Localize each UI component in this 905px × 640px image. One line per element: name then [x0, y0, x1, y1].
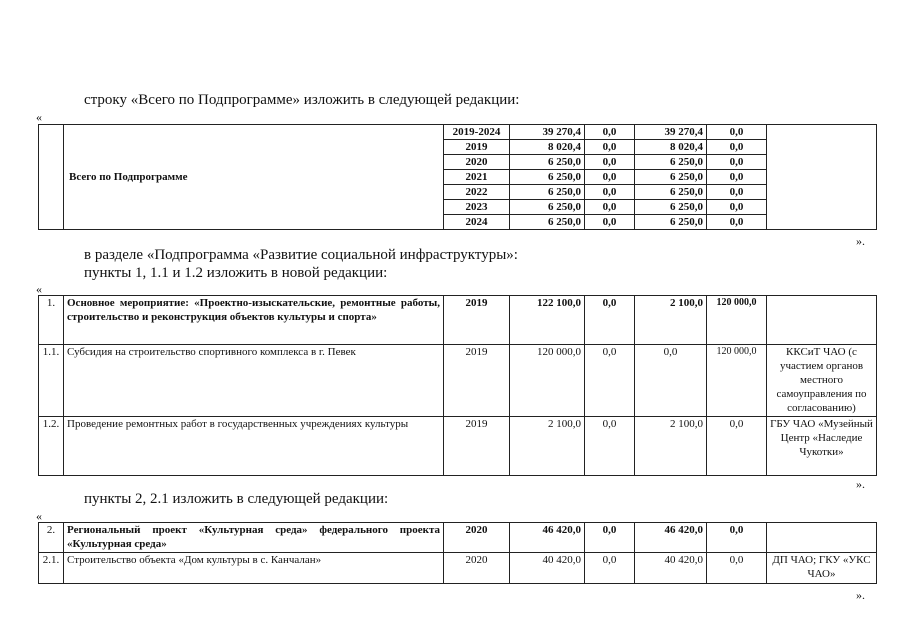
regional-cell: 6 250,0 [635, 215, 707, 230]
executor-cell [767, 125, 877, 230]
open-quote-1: « [36, 110, 42, 124]
other-cell: 0,0 [707, 215, 767, 230]
federal-cell: 0,0 [585, 296, 635, 345]
row-number: 1. [39, 296, 64, 345]
other-cell: 0,0 [707, 185, 767, 200]
other-cell: 0,0 [707, 155, 767, 170]
close-quote-2: ». [856, 477, 865, 491]
total-cell: 8 020,4 [510, 140, 585, 155]
regional-cell: 6 250,0 [635, 185, 707, 200]
total-cell: 2 100,0 [510, 417, 585, 476]
executor-cell [767, 296, 877, 345]
year-cell: 2019 [444, 417, 510, 476]
points-paragraph-1: пункты 1, 1.1 и 1.2 изложить в новой редакции: [84, 265, 388, 281]
federal-cell: 0,0 [585, 417, 635, 476]
executor-cell [767, 523, 877, 553]
subprogram-total-table [38, 124, 877, 230]
total-cell: 6 250,0 [510, 200, 585, 215]
measure-name: Региональный проект «Культурная среда» федерального проекта «Культурная среда» [64, 523, 444, 553]
intro-paragraph: строку «Всего по Подпрограмме» изложить в следующей редакции: [84, 92, 520, 108]
other-cell: 0,0 [707, 417, 767, 476]
regional-cell: 6 250,0 [635, 155, 707, 170]
measure-name: Основное мероприятие: «Проектно-изыскательские, ремонтные работы, строительство и реконструкция объектов культуры и спорта» [64, 296, 444, 345]
federal-cell: 0,0 [585, 200, 635, 215]
other-cell: 120 000,0 [707, 345, 767, 417]
points-paragraph-2: пункты 2, 2.1 изложить в следующей редакции: [84, 491, 389, 507]
row-number: 2.1. [39, 553, 64, 584]
row-number: 2. [39, 523, 64, 553]
period-cell: 2020 [444, 155, 510, 170]
executor-cell: ДП ЧАО; ГКУ «УКС ЧАО» [767, 553, 877, 584]
regional-cell: 2 100,0 [635, 417, 707, 476]
other-cell: 0,0 [707, 125, 767, 140]
regional-cell: 6 250,0 [635, 170, 707, 185]
federal-cell: 0,0 [585, 523, 635, 553]
table-cell [39, 125, 64, 230]
regional-cell: 6 250,0 [635, 200, 707, 215]
year-cell: 2019 [444, 345, 510, 417]
subprogram-total-label: Всего по Подпрограмме [64, 125, 444, 230]
federal-cell: 0,0 [585, 170, 635, 185]
total-cell: 6 250,0 [510, 185, 585, 200]
regional-cell: 2 100,0 [635, 296, 707, 345]
period-cell: 2022 [444, 185, 510, 200]
table-row [39, 296, 877, 345]
federal-cell: 0,0 [585, 185, 635, 200]
close-quote-1: ». [856, 234, 865, 248]
open-quote-3: « [36, 509, 42, 523]
period-cell: 2019 [444, 140, 510, 155]
table-row [39, 417, 877, 476]
total-cell: 6 250,0 [510, 170, 585, 185]
regional-cell: 46 420,0 [635, 523, 707, 553]
measure-name: Субсидия на строительство спортивного комплекса в г. Певек [64, 345, 444, 417]
other-cell: 0,0 [707, 140, 767, 155]
total-cell: 46 420,0 [510, 523, 585, 553]
table-row [39, 345, 877, 417]
other-cell: 0,0 [707, 200, 767, 215]
other-cell: 0,0 [707, 523, 767, 553]
regional-cell: 0,0 [635, 345, 707, 417]
federal-cell: 0,0 [585, 345, 635, 417]
regional-cell: 8 020,4 [635, 140, 707, 155]
row-number: 1.2. [39, 417, 64, 476]
total-cell: 6 250,0 [510, 215, 585, 230]
measure-name: Проведение ремонтных работ в государственных учреждениях культуры [64, 417, 444, 476]
other-cell: 0,0 [707, 553, 767, 584]
measures-table-1 [38, 295, 877, 476]
federal-cell: 0,0 [585, 155, 635, 170]
period-cell: 2023 [444, 200, 510, 215]
federal-cell: 0,0 [585, 553, 635, 584]
federal-cell: 0,0 [585, 125, 635, 140]
table-row [39, 553, 877, 584]
federal-cell: 0,0 [585, 215, 635, 230]
year-cell: 2020 [444, 553, 510, 584]
open-quote-2: « [36, 282, 42, 296]
close-quote-3: ». [856, 588, 865, 602]
period-cell: 2024 [444, 215, 510, 230]
table-row [39, 125, 877, 140]
year-cell: 2020 [444, 523, 510, 553]
executor-cell: ГБУ ЧАО «Музейный Центр «Наследие Чукотки» [767, 417, 877, 476]
measure-name: Строительство объекта «Дом культуры в с. Канчалан» [64, 553, 444, 584]
other-cell: 120 000,0 [707, 296, 767, 345]
total-cell: 120 000,0 [510, 345, 585, 417]
period-cell: 2019-2024 [444, 125, 510, 140]
measures-table-2 [38, 522, 877, 584]
executor-cell: ККСиТ ЧАО (с участием органов местного самоуправления по согласованию) [767, 345, 877, 417]
regional-cell: 39 270,4 [635, 125, 707, 140]
regional-cell: 40 420,0 [635, 553, 707, 584]
period-cell: 2021 [444, 170, 510, 185]
other-cell: 0,0 [707, 170, 767, 185]
section-paragraph: в разделе «Подпрограмма «Развитие социальной инфраструктуры»: [84, 247, 518, 263]
year-cell: 2019 [444, 296, 510, 345]
table-row [39, 523, 877, 553]
federal-cell: 0,0 [585, 140, 635, 155]
row-number: 1.1. [39, 345, 64, 417]
total-cell: 122 100,0 [510, 296, 585, 345]
total-cell: 6 250,0 [510, 155, 585, 170]
total-cell: 40 420,0 [510, 553, 585, 584]
total-cell: 39 270,4 [510, 125, 585, 140]
